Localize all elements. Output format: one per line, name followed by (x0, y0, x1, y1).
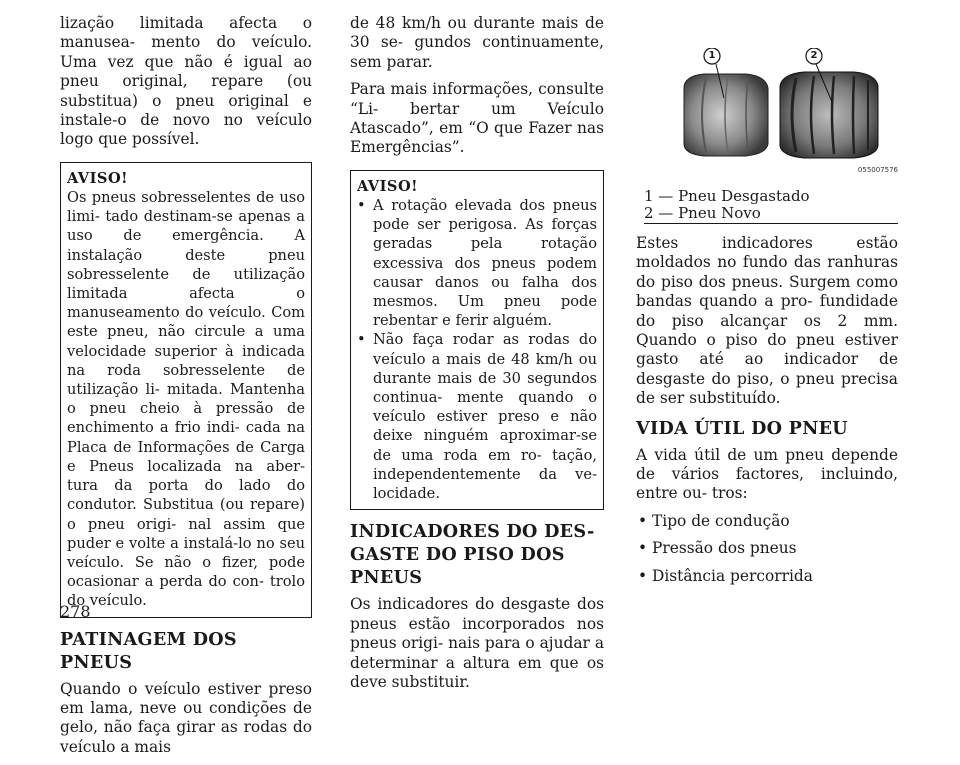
caption-new: 2 — Pneu Novo (644, 205, 898, 224)
warning-item: • A rotação elevada dos pneus pode ser perigosa. As forças geradas pela rotação excessiva dos pneus podem causar danos ou falha dos mesmos. Um pneu pode rebentar e ferir alguém. (357, 196, 597, 330)
warning-title: AVISO! (357, 177, 419, 195)
page-number: 278 (60, 602, 91, 621)
paragraph-intro: lização limitada afecta o manusea- mento do veículo. Uma vez que não é igual ao pneu original, repare (ou substitua) o pneu original e instale-o de novo no veículo logo que possível. (60, 14, 312, 149)
warning-item: • Não faça rodar as rodas do veículo a mais de 48 km/h ou durante mais de 30 segundos continua- mente quando o veículo estiver preso e não deixe ninguém aproximar-se de uma roda em ro- tação, independentemente da ve- locidade. (357, 330, 597, 503)
factors-list (636, 512, 898, 586)
warning-box-spinning (350, 170, 604, 510)
paragraph-more-info: Para mais informações, consulte “Li- bertar um Veículo Atascado”, em “O que Fazer nas Emergências”. (350, 80, 604, 157)
column-1 (60, 14, 312, 765)
warning-text: Os pneus sobresselentes de uso limi- tado destinam-se apenas a uso de emergência. A instalação deste pneu sobresselente de utilização limitada afecta o manuseamento do veículo. Com este pneu, não circule a uma velocidade superior à indicada na roda sobresselente de utilização li- mitada. Mantenha o pneu cheio à pressão de enchimento a frio indi- cada na Placa de Informações de Carga e Pneus localizada na aber- tura da porta do lado do condutor. Substitua (ou repare) o pneu origi- nal assim que puder e volte a instalá-lo no seu veículo. Se não o fizer, pode ocasionar a perda do con- trolo do veículo. (67, 189, 305, 610)
worn-tyre (684, 74, 768, 156)
heading-tyre-spinning: PATINAGEM DOS PNEUS (60, 628, 237, 673)
warning-title: AVISO! (67, 169, 129, 187)
warning-list (357, 196, 597, 503)
tyre-wear-figure (636, 48, 898, 174)
figure-caption (644, 188, 898, 224)
factor-item: • Distância percorrida (636, 567, 898, 586)
callout-label-2: 2 (810, 50, 818, 61)
tyre-illustration (636, 48, 898, 174)
factor-item: • Tipo de condução (636, 512, 898, 531)
warning-box-spare-tyre (60, 162, 312, 618)
heading-tread-indicators: INDICADORES DO DES- GASTE DO PISO DOS PNEUS (350, 521, 595, 589)
callout-label-1: 1 (708, 50, 716, 61)
figure-code: 055007576 (857, 165, 898, 174)
paragraph-continued: de 48 km/h ou durante mais de 30 se- gundos continuamente, sem parar. (350, 14, 604, 71)
paragraph-indicators: Os indicadores do desgaste dos pneus estão incorporados nos pneus origi- nais para o ajudar a determinar a altura em que os deve substituir. (350, 595, 604, 691)
column-2 (350, 14, 604, 700)
new-tyre (780, 72, 878, 158)
paragraph-spinning: Quando o veículo estiver preso em lama, neve ou condições de gelo, não faça girar as rodas do veículo a mais (60, 679, 312, 756)
factor-item: • Pressão dos pneus (636, 539, 898, 558)
heading-tyre-life: VIDA ÚTIL DO PNEU (636, 417, 848, 439)
paragraph-tyre-life: A vida útil de um pneu depende de vários factores, incluindo, entre ou- tros: (636, 445, 898, 503)
paragraph-bands: Estes indicadores estão moldados no fundo das ranhuras do piso dos pneus. Surgem como bandas quando a pro- fundidade do piso alcançar os 2 mm. Quando o piso do pneu estiver gasto até ao indicador de desgaste do piso, o pneu precisa de ser substituído. (636, 234, 898, 408)
column-3 (636, 14, 898, 594)
caption-worn: 1 — Pneu Desgastado (644, 187, 810, 205)
